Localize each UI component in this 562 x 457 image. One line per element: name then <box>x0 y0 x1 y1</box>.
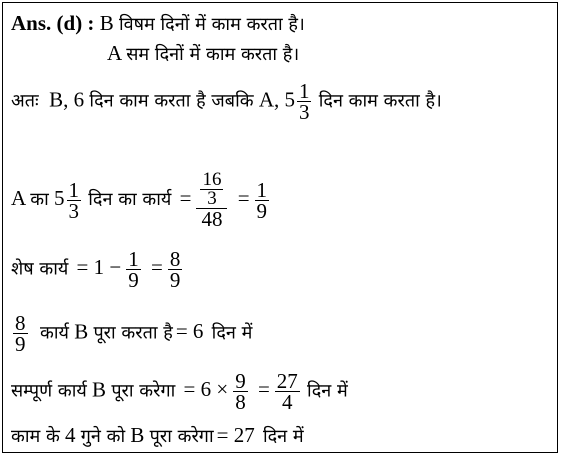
line-1-text: विषम दिनों में काम करता है। <box>118 14 305 35</box>
shesh-karya: शेष कार्य <box>11 258 69 280</box>
fraction-9-8: $\frac{9}{8}$ <box>235 369 246 414</box>
gune-ko: गुने को <box>80 426 126 447</box>
answer-label: Ans. (d) : <box>11 11 95 35</box>
line-2-text: सम दिनों में काम करता है। <box>126 44 300 65</box>
kaam-ke: काम के <box>11 426 60 447</box>
line-4: A का 5 $\frac{1}{3}$ दिन का कार्य = $\frac{\frac{16}{3}}{48}$ = $\frac{1}{9}$ <box>11 169 268 231</box>
line-8: काम के 4 गुने को B पूरा करेगा = 27 दिन में <box>11 423 304 447</box>
line-6: $\frac{8}{9}$ कार्य B पूरा करता है = 6 दिन में <box>15 311 253 356</box>
five: 5 <box>54 185 65 210</box>
fraction-27-4: $\frac{27}{4}$ <box>276 369 298 414</box>
karya-text: कार्य <box>40 322 69 344</box>
line-1 <box>11 11 305 37</box>
ka-text: का <box>30 188 49 210</box>
poora-karega: पूरा करेगा <box>149 426 214 447</box>
inner-fraction: $\frac{16}{3}$ <box>202 169 222 209</box>
line-7: सम्पूर्ण कार्य B पूरा करेगा = 6 × $\frac{9}{8}$ = $\frac{27}{4}$ दिन में <box>11 369 348 414</box>
var-b: B <box>92 377 107 402</box>
line-6-text: पूरा करता है <box>93 322 173 344</box>
var-b: B <box>74 319 89 344</box>
atah-label: अतः <box>11 90 39 112</box>
line-5: शेष कार्य = 1 − $\frac{1}{9}$ = $\frac{8}{9}$ <box>11 247 181 292</box>
fraction-8-9: $\frac{8}{9}$ <box>15 311 26 356</box>
var-a: A <box>107 41 122 65</box>
line-3-text-1: दिन काम करता है जबकि <box>89 90 254 112</box>
line-3 <box>11 81 442 122</box>
din-mein: दिन में <box>307 380 348 402</box>
var-b: B <box>99 11 114 35</box>
fraction-1-9: $\frac{1}{9}$ <box>256 177 268 223</box>
var-b: B <box>130 423 145 447</box>
var-a: A <box>11 185 26 210</box>
b-6: B, 6 <box>49 87 85 112</box>
four: 4 <box>65 423 76 447</box>
fraction-1-9: $\frac{1}{9}$ <box>128 247 139 292</box>
fraction-1-3: $\frac{1}{3}$ <box>68 177 80 223</box>
line-3-text-2: दिन काम करता है। <box>318 90 442 112</box>
line-4-text: दिन का कार्य <box>88 188 172 210</box>
fraction-8-9: $\frac{8}{9}$ <box>169 247 181 292</box>
a-5: A, 5 <box>258 87 295 112</box>
din-mein: दिन में <box>262 426 304 447</box>
fraction-1-3: $\frac{1}{3}$ <box>298 79 310 124</box>
solution-box <box>2 2 558 453</box>
compound-fraction: $\frac{\frac{16}{3}}{48}$ <box>196 171 227 229</box>
line-2 <box>107 41 299 67</box>
din-mein: दिन में <box>211 322 253 344</box>
sampurna-karya: सम्पूर्ण कार्य <box>11 380 87 402</box>
line-7-text: पूरा करेगा <box>111 380 176 402</box>
